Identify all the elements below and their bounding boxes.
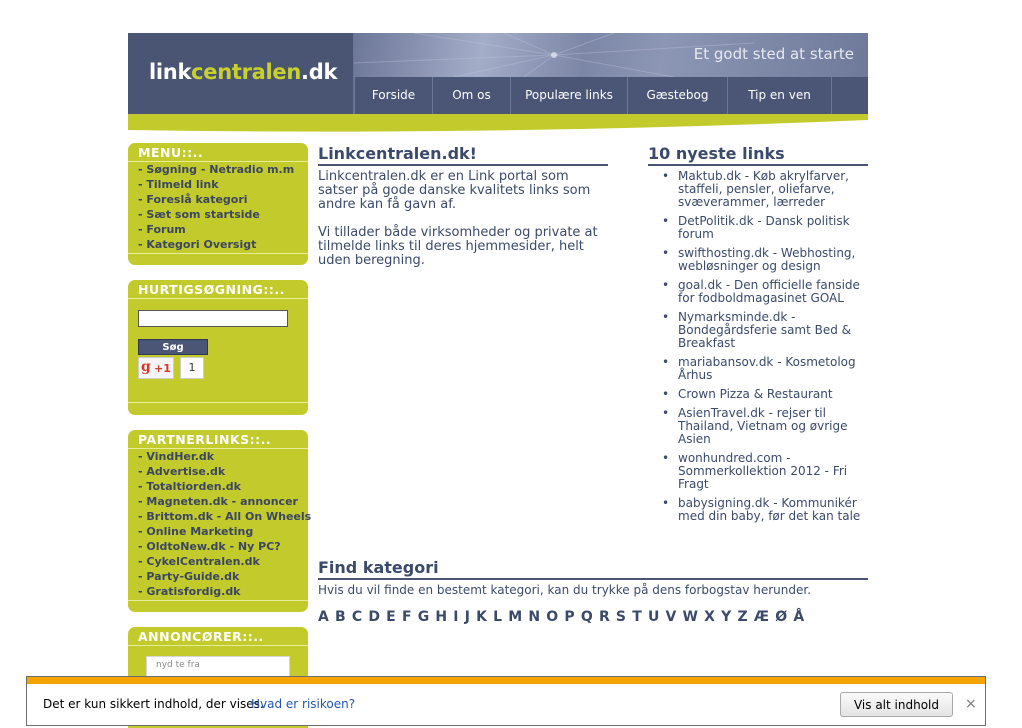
alphabet-letter[interactable]: Z <box>737 609 748 625</box>
partner-link[interactable]: - VindHer.dk <box>138 450 215 463</box>
quick-search-box <box>128 280 308 415</box>
alphabet-index <box>318 609 810 625</box>
partner-link[interactable]: - Advertise.dk <box>138 465 226 478</box>
close-icon[interactable]: × <box>965 696 977 712</box>
alphabet-letter[interactable]: D <box>368 609 380 625</box>
alphabet-letter[interactable]: X <box>704 609 715 625</box>
show-all-content-button[interactable]: Vis alt indhold <box>840 692 953 717</box>
nav-gaestebog[interactable]: Gæstebog <box>627 77 727 114</box>
main-nav <box>354 77 868 114</box>
newest-link-item[interactable]: • wonhundred.com - Sommerkollektion 2012 - Fri Fragt <box>648 452 868 491</box>
header-swoosh <box>128 114 868 132</box>
intro-title: Linkcentralen.dk! <box>318 144 608 166</box>
newest-link-item[interactable]: • mariabansov.dk - Kosmetolog Århus <box>648 356 868 382</box>
alphabet-letter[interactable]: U <box>647 609 660 625</box>
logo-text-centralen: centralen <box>191 60 302 84</box>
intro-paragraph-2: Vi tillader både virksomheder og private at tilmelde links til deres hjemmesider, helt uden beregning. <box>318 225 598 268</box>
alphabet-letter[interactable]: N <box>528 609 541 625</box>
risk-info-link[interactable]: Hvad er risikoen? <box>251 697 356 711</box>
nav-om-os[interactable]: Om os <box>432 77 510 114</box>
alphabet-letter[interactable]: P <box>564 609 575 625</box>
logo-text-tld: .dk <box>301 60 338 84</box>
site-header <box>128 33 868 114</box>
nav-populaere-links[interactable]: Populære links <box>510 77 627 114</box>
alphabet-letter[interactable]: S <box>615 609 626 625</box>
nav-forside[interactable]: Forside <box>354 77 432 114</box>
newest-link-item[interactable]: • Crown Pizza & Restaurant <box>648 388 868 401</box>
partner-link[interactable]: - Brittom.dk - All On Wheels <box>138 510 312 523</box>
alphabet-letter[interactable]: R <box>598 609 610 625</box>
logo-text-link: link <box>149 60 192 84</box>
alphabet-letter[interactable]: A <box>318 609 329 625</box>
divider <box>128 402 308 403</box>
partner-link[interactable]: - Online Marketing <box>138 525 254 538</box>
alphabet-letter[interactable]: Æ <box>753 609 770 625</box>
nav-spacer <box>831 77 868 114</box>
alphabet-letter[interactable]: Ø <box>775 609 788 625</box>
nav-tip-en-ven[interactable]: Tip en ven <box>727 77 831 114</box>
alphabet-letter[interactable]: L <box>493 609 503 625</box>
partner-link[interactable]: - Totaltiorden.dk <box>138 480 241 493</box>
search-button[interactable]: Søg <box>138 339 208 355</box>
alphabet-letter[interactable]: Å <box>793 609 805 625</box>
alphabet-letter[interactable]: T <box>632 609 642 625</box>
find-category-title: Find kategori <box>318 558 868 580</box>
notification-message: Det er kun sikkert indhold, der vises. <box>43 697 264 711</box>
partner-link[interactable]: - Gratisfordig.dk <box>138 585 241 598</box>
menu-item-foreslaa-kategori[interactable]: - Foreslå kategori <box>138 193 248 206</box>
alphabet-letter[interactable]: M <box>508 609 523 625</box>
advertisers-title: ANNONCØRER::.. <box>138 629 264 644</box>
alphabet-letter[interactable]: E <box>386 609 396 625</box>
security-notification-bar <box>26 676 986 726</box>
alphabet-letter[interactable]: G <box>417 609 430 625</box>
newest-link-item[interactable]: • goal.dk - Den officielle fanside for fodboldmagasinet GOAL <box>648 279 868 305</box>
divider <box>128 645 308 646</box>
menu-item-forum[interactable]: - Forum <box>138 223 186 236</box>
divider <box>128 298 308 299</box>
alphabet-letter[interactable]: Y <box>721 609 732 625</box>
newest-link-item[interactable]: • babysigning.dk - Kommunikér med din baby, før det kan tale <box>648 497 868 523</box>
partner-link[interactable]: - Magneten.dk - annoncer <box>138 495 298 508</box>
advertiser-banner-text: nyd te fra <box>156 660 200 670</box>
alphabet-letter[interactable]: V <box>665 609 677 625</box>
partner-list <box>138 449 311 599</box>
menu-item-startside[interactable]: - Sæt som startside <box>138 208 260 221</box>
menu-box <box>128 143 308 265</box>
menu-item-soegning[interactable]: - Søgning - Netradio m.m <box>138 163 295 176</box>
alphabet-letter[interactable]: I <box>453 609 459 625</box>
plusone-count: 1 <box>180 357 204 379</box>
alphabet-letter[interactable]: J <box>464 609 470 625</box>
header-banner <box>354 33 868 77</box>
newest-link-item[interactable]: • Maktub.dk - Køb akrylfarver, staffeli, pensler, oliefarve, svæverammer, lærreder <box>648 170 868 209</box>
alphabet-letter[interactable]: H <box>435 609 448 625</box>
alphabet-letter[interactable]: B <box>335 609 346 625</box>
menu-title: MENU::.. <box>138 145 204 160</box>
alphabet-letter[interactable]: K <box>476 609 487 625</box>
alphabet-letter[interactable]: O <box>546 609 559 625</box>
newest-links-list <box>648 170 868 529</box>
google-g-icon: g <box>141 359 151 375</box>
alphabet-letter[interactable]: Q <box>580 609 593 625</box>
menu-item-kategori-oversigt[interactable]: - Kategori Oversigt <box>138 238 257 251</box>
newest-link-item[interactable]: • AsienTravel.dk - rejser til Thailand, Vietnam og øvrige Asien <box>648 407 868 446</box>
menu-list <box>138 162 294 252</box>
logo-area[interactable] <box>128 33 354 114</box>
search-input[interactable] <box>138 310 288 327</box>
partnerlinks-box <box>128 430 312 612</box>
alphabet-letter[interactable]: W <box>682 609 698 625</box>
plusone-label: +1 <box>154 362 171 375</box>
alphabet-letter[interactable]: C <box>351 609 363 625</box>
google-plusone-button[interactable] <box>138 357 174 379</box>
quick-search-title: HURTIGSØGNING::.. <box>138 282 285 297</box>
intro-paragraph-1: Linkcentralen.dk er en Link portal som satser på gode danske kvalitets links som andre kan få gavn af. <box>318 169 591 212</box>
site-tagline: Et godt sted at starte <box>693 45 854 63</box>
menu-item-tilmeld-link[interactable]: - Tilmeld link <box>138 178 219 191</box>
divider <box>128 600 308 601</box>
newest-link-item[interactable]: • DetPolitik.dk - Dansk politisk forum <box>648 215 868 241</box>
divider <box>128 253 308 254</box>
partner-link[interactable]: - CykelCentralen.dk <box>138 555 260 568</box>
notification-bar-accent <box>27 677 985 684</box>
alphabet-letter[interactable]: F <box>401 609 412 625</box>
newest-link-item[interactable]: • swifthosting.dk - Webhosting, webløsninger og design <box>648 247 868 273</box>
newest-links-title: 10 nyeste links <box>648 144 868 166</box>
partnerlinks-title: PARTNERLINKS::.. <box>138 432 272 447</box>
newest-link-item[interactable]: • Nymarksminde.dk - Bondegårdsferie samt Bed & Breakfast <box>648 311 868 350</box>
find-category-text: Hvis du vil finde en bestemt kategori, kan du trykke på dens forbogstav herunder. <box>318 583 812 597</box>
partner-link[interactable]: - Party-Guide.dk <box>138 570 240 583</box>
partner-link[interactable]: - OldtoNew.dk - Ny PC? <box>138 540 281 553</box>
site-logo[interactable] <box>149 60 337 84</box>
